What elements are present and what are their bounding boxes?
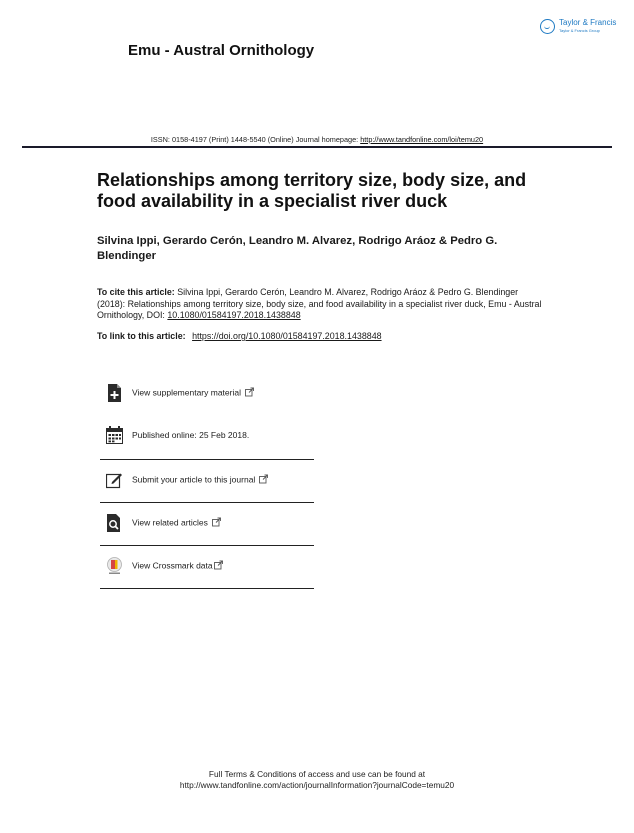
external-link-icon xyxy=(214,560,223,571)
publisher-logo-tagline: Taylor & Francis Group xyxy=(559,28,600,33)
external-link-icon xyxy=(212,517,221,528)
action-view-related[interactable] xyxy=(100,501,314,544)
crossmark-icon xyxy=(106,557,123,575)
action-divider xyxy=(100,588,314,589)
article-link-label: To link to this article: xyxy=(97,331,186,341)
article-link-line xyxy=(97,331,382,341)
journal-title: Emu - Austral Ornithology xyxy=(128,42,315,59)
action-label: Published online: 25 Feb 2018. xyxy=(132,429,250,440)
article-doi-url-link[interactable]: https://doi.org/10.1080/01584197.2018.1438848 xyxy=(192,331,382,341)
edit-pencil-icon xyxy=(106,471,123,489)
article-authors: Silvina Ippi, Gerardo Cerón, Leandro M. Alvarez, Rodrigo Aráoz & Pedro G. Blendinger xyxy=(97,235,498,262)
action-submit-article[interactable] xyxy=(100,458,314,501)
citation-doi-link[interactable]: 10.1080/01584197.2018.1438848 xyxy=(167,310,301,321)
action-label: Submit your article to this journal xyxy=(132,474,268,485)
publisher-logo-name: Taylor & Francis xyxy=(559,18,617,27)
action-view-crossmark[interactable] xyxy=(100,544,314,587)
action-view-supplementary[interactable] xyxy=(100,371,314,414)
external-link-icon xyxy=(245,387,254,398)
search-document-icon xyxy=(106,514,123,532)
journal-homepage-link[interactable]: http://www.tandfonline.com/loi/temu20 xyxy=(360,135,484,144)
action-label: View Crossmark data xyxy=(132,560,223,571)
calendar-icon xyxy=(106,426,123,444)
supplementary-plus-icon xyxy=(106,384,123,402)
publisher-logo-icon xyxy=(540,19,555,34)
action-label: View supplementary material xyxy=(132,387,254,398)
footer-terms xyxy=(0,769,634,791)
citation-block xyxy=(97,287,542,322)
issn-text: ISSN: 0158-4197 (Print) 1448-5540 (Online) Journal homepage: xyxy=(150,135,359,144)
issn-line xyxy=(0,135,634,144)
publisher-logo xyxy=(540,18,620,40)
published-online-info xyxy=(100,413,314,456)
article-title: Relationships among territory size, body size, and food availability in a specialist river duck xyxy=(97,170,527,211)
citation-text: Silvina Ippi, Gerardo Cerón, Leandro M. Alvarez, Rodrigo Aráoz & Pedro G. Blendinger (2018): Relationships among territory size, body size, and food availability in a specialist river duck, Emu - Austral Ornithology, DOI: xyxy=(97,287,542,321)
citation-label: To cite this article: xyxy=(97,287,175,297)
footer-terms-link[interactable]: http://www.tandfonline.com/action/journalInformation?journalCode=temu20 xyxy=(179,780,455,790)
external-link-icon xyxy=(259,474,268,485)
action-label: View related articles xyxy=(132,517,221,528)
footer-terms-text: Full Terms & Conditions of access and use can be found at xyxy=(208,769,426,779)
header-divider xyxy=(22,146,612,148)
